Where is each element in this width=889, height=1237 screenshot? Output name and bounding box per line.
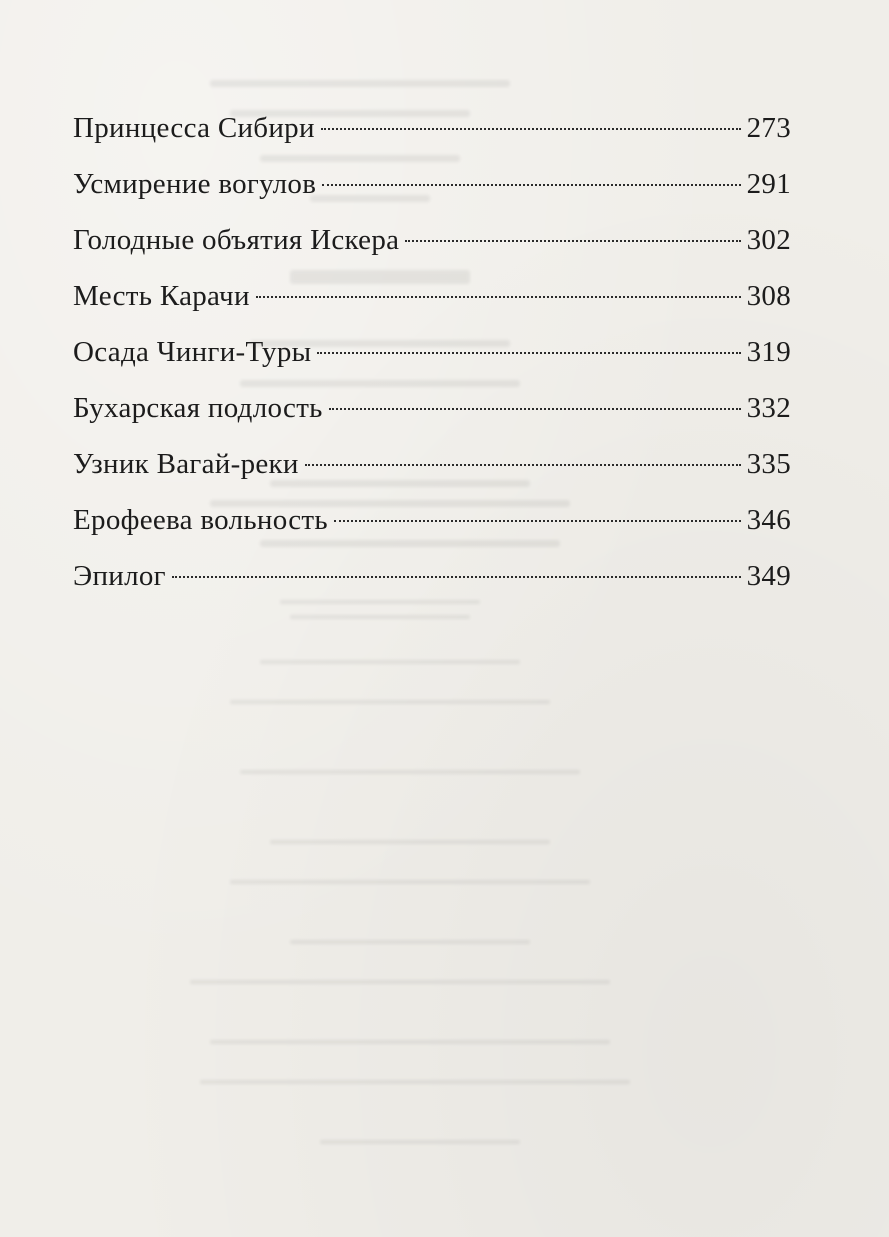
dot-leader: [172, 576, 741, 578]
toc-entry-title: Принцесса Сибири: [73, 112, 315, 144]
toc-entry-title: Ерофеева вольность: [73, 504, 328, 536]
dot-leader: [322, 184, 740, 186]
toc-entry[interactable]: [73, 504, 791, 560]
toc-entry[interactable]: [73, 168, 791, 224]
dot-leader: [305, 464, 741, 466]
dot-leader: [329, 408, 741, 410]
dot-leader: [334, 520, 741, 522]
dot-leader: [405, 240, 740, 242]
toc-entry-title: Месть Карачи: [73, 280, 250, 312]
toc-entry[interactable]: [73, 224, 791, 280]
toc-entry-title: Бухарская подлость: [73, 392, 323, 424]
toc-entry[interactable]: [73, 392, 791, 448]
toc-entry-title: Узник Вагай-реки: [73, 448, 299, 480]
toc-entry-title: Эпилог: [73, 560, 166, 592]
toc-entry[interactable]: [73, 336, 791, 392]
toc-entry-page-number: 335: [746, 448, 791, 480]
toc-entry-page-number: 302: [746, 224, 791, 256]
toc-entry[interactable]: [73, 280, 791, 336]
dot-leader: [321, 128, 741, 130]
dot-leader: [256, 296, 741, 298]
toc-entry[interactable]: [73, 560, 791, 616]
toc-entry-page-number: 273: [746, 112, 791, 144]
toc-entry-page-number: 319: [746, 336, 791, 368]
toc-entry-title: Усмирение вогулов: [73, 168, 317, 200]
toc-entry-page-number: 346: [746, 504, 791, 536]
toc-entry[interactable]: [73, 112, 791, 168]
toc-entry[interactable]: [73, 448, 791, 504]
toc-entry-page-number: 308: [746, 280, 791, 312]
toc-entry-page-number: 332: [746, 392, 791, 424]
toc-entry-title: Голодные объятия Искера: [73, 224, 400, 256]
toc-entry-title: Осада Чинги-Туры: [73, 336, 312, 368]
dot-leader: [317, 352, 740, 354]
table-of-contents: [73, 112, 791, 616]
toc-entry-page-number: 291: [746, 168, 791, 200]
toc-entry-page-number: 349: [746, 560, 791, 592]
